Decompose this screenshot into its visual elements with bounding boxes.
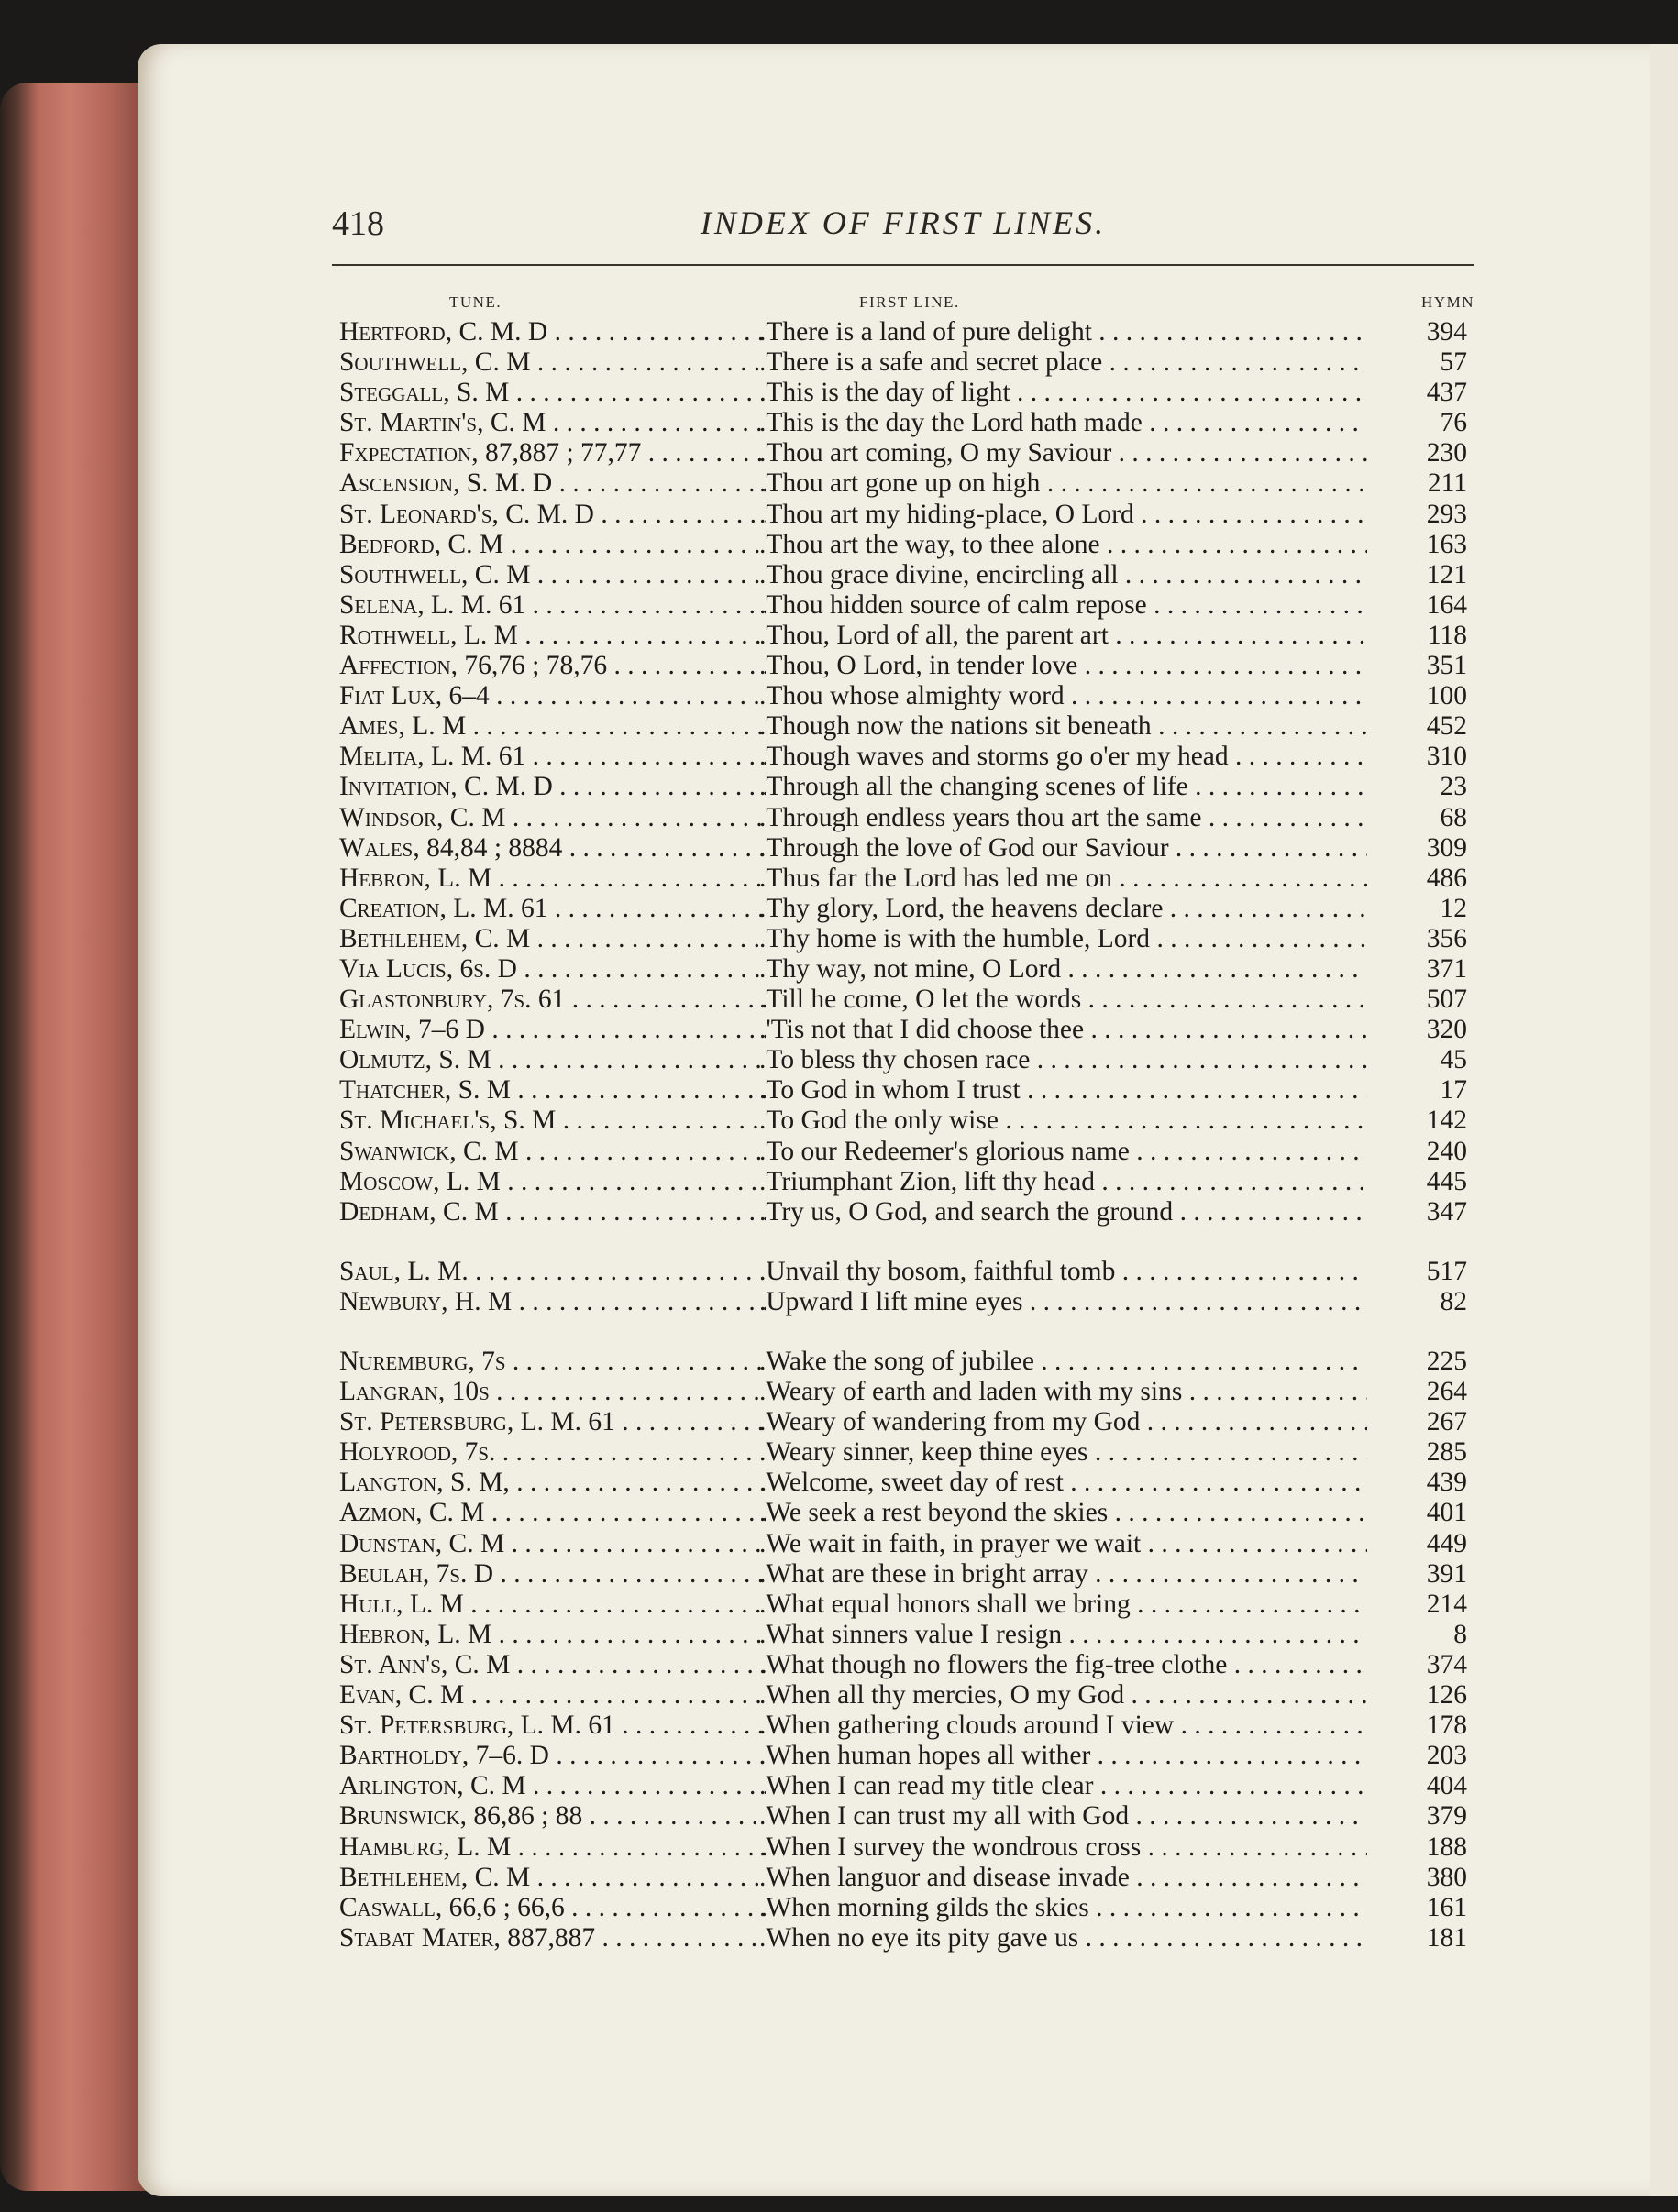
- first-line: . Thus far the Lord has led me on . . .: [759, 864, 1367, 894]
- hymn-number: 57: [1440, 347, 1467, 378]
- index-group: [332, 1257, 1474, 1317]
- index-row: [332, 1407, 1474, 1437]
- first-line: . What equal honors shall we bring . . .: [759, 1590, 1367, 1620]
- tune-name: Bethlehem, C. M . . .: [339, 924, 766, 954]
- tune-name: Langran, 10s . . .: [339, 1377, 766, 1407]
- hymn-number: 437: [1426, 378, 1467, 408]
- index-row: [332, 1377, 1474, 1407]
- tune-name: Dedham, C. M . . .: [339, 1197, 766, 1227]
- first-line: . Thou art my hiding-place, O Lord . . .: [759, 500, 1367, 530]
- first-line: . When I survey the wondrous cross . . .: [759, 1832, 1367, 1863]
- tune-name: Bartholdy, 7–6. D . . .: [339, 1741, 766, 1771]
- index-row: [332, 560, 1474, 590]
- tune-name: Via Lucis, 6s. D . . .: [339, 954, 766, 985]
- hymn-number: 445: [1426, 1166, 1467, 1196]
- tune-name: St. Ann's, C. M . . .: [339, 1650, 766, 1680]
- hymn-number: 82: [1440, 1286, 1467, 1316]
- index-row: [332, 408, 1474, 438]
- index-row: [332, 1468, 1474, 1498]
- tune-name: Creation, L. M. 61 . . .: [339, 894, 766, 924]
- tune-name: Hamburg, L. M . . .: [339, 1832, 766, 1863]
- index-row: [332, 742, 1474, 772]
- index-row: [332, 651, 1474, 681]
- index-row: [332, 1771, 1474, 1801]
- index-row: [332, 1075, 1474, 1106]
- index-row: [332, 1801, 1474, 1832]
- tune-name: Caswall, 66,6 ; 66,6 . . .: [339, 1893, 766, 1923]
- index-row: [332, 772, 1474, 802]
- index-group: [332, 1347, 1474, 1953]
- first-line: . Thy way, not mine, O Lord . . .: [759, 954, 1367, 985]
- hymn-number: 309: [1426, 832, 1467, 863]
- first-line: . Though now the nations sit beneath . . .: [759, 711, 1367, 742]
- index-row: [332, 894, 1474, 924]
- index-row: [332, 711, 1474, 742]
- index-row: [332, 985, 1474, 1015]
- index-row: [332, 1529, 1474, 1559]
- first-line: . When languor and disease invade . . .: [759, 1863, 1367, 1893]
- tune-name: Affection, 76,76 ; 78,76 . . .: [339, 651, 766, 681]
- tune-name: Bedford, C. M . . .: [339, 530, 766, 560]
- tune-name: Selena, L. M. 61 . . .: [339, 590, 766, 621]
- page-header: [332, 204, 1474, 259]
- tune-name: Olmutz, S. M . . .: [339, 1045, 766, 1075]
- index-row: [332, 438, 1474, 468]
- index-row: [332, 1680, 1474, 1711]
- hymn-number: 401: [1426, 1498, 1467, 1528]
- column-heading-hymn: HYMN: [1421, 293, 1474, 311]
- index-row: [332, 1650, 1474, 1680]
- hymn-number: 118: [1427, 620, 1467, 650]
- first-line: . When no eye its pity gave us . . .: [759, 1923, 1367, 1953]
- hymn-number: 178: [1426, 1711, 1467, 1741]
- hymn-number: 486: [1426, 863, 1467, 893]
- index-row: [332, 1197, 1474, 1227]
- hymn-number: 356: [1426, 923, 1467, 953]
- tune-name: Windsor, C. M . . .: [339, 803, 766, 833]
- first-line: . Thou whose almighty word . . .: [759, 681, 1367, 711]
- hymn-number: 404: [1426, 1771, 1467, 1801]
- tune-name: Invitation, C. M. D . . .: [339, 772, 766, 802]
- hymn-number: 100: [1426, 681, 1467, 711]
- first-line: . Thy home is with the humble, Lord . . .: [759, 924, 1367, 954]
- tune-name: Ascension, S. M. D . . .: [339, 468, 766, 499]
- index-row: [332, 1863, 1474, 1893]
- hymn-number: 188: [1426, 1832, 1467, 1862]
- hymn-number: 267: [1426, 1407, 1467, 1437]
- first-line: . 'Tis not that I did choose thee . . .: [759, 1015, 1367, 1045]
- tune-name: Saul, L. M. . . .: [339, 1257, 766, 1287]
- first-line: . When I can trust my all with God . . .: [759, 1801, 1367, 1832]
- first-line: . What are these in bright array . . .: [759, 1559, 1367, 1590]
- tune-name: Beulah, 7s. D . . .: [339, 1559, 766, 1590]
- first-line: . When I can read my title clear . . .: [759, 1771, 1367, 1801]
- hymn-number: 347: [1426, 1196, 1467, 1227]
- hymn-number: 320: [1426, 1015, 1467, 1045]
- first-line: . Thou grace divine, encircling all . . .: [759, 560, 1367, 590]
- hymn-number: 310: [1426, 742, 1467, 772]
- index-row: [332, 1832, 1474, 1863]
- tune-name: Newbury, H. M . . .: [339, 1287, 766, 1317]
- index-row: [332, 1923, 1474, 1953]
- first-line: . When human hopes all wither . . .: [759, 1741, 1367, 1771]
- first-line: . Thou hidden source of calm repose . . .: [759, 590, 1367, 621]
- first-line: . Wake the song of jubilee . . .: [759, 1347, 1367, 1377]
- tune-name: Stabat Mater, 887,887 . . .: [339, 1923, 766, 1953]
- index-row: [332, 1015, 1474, 1045]
- tune-name: St. Petersburg, L. M. 61 . . .: [339, 1711, 766, 1741]
- first-line: . There is a safe and secret place . . .: [759, 347, 1367, 378]
- first-line: . Though waves and storms go o'er my head . . .: [759, 742, 1367, 772]
- hymn-number: 439: [1426, 1468, 1467, 1498]
- first-line: . Through all the changing scenes of life . . .: [759, 772, 1367, 802]
- index-row: [332, 530, 1474, 560]
- index-row: [332, 468, 1474, 499]
- index-row: [332, 1437, 1474, 1468]
- first-line: . We seek a rest beyond the skies . . .: [759, 1498, 1367, 1528]
- first-line: . Try us, O God, and search the ground . . .: [759, 1197, 1367, 1227]
- tune-name: Arlington, C. M . . .: [339, 1771, 766, 1801]
- running-title: INDEX OF FIRST LINES.: [700, 204, 1107, 241]
- hymn-number: 121: [1426, 559, 1467, 589]
- hymn-number: 374: [1426, 1649, 1467, 1679]
- index-row: [332, 317, 1474, 347]
- hymn-number: 126: [1426, 1680, 1467, 1711]
- header-rule: [332, 264, 1474, 266]
- tune-name: Hertford, C. M. D . . .: [339, 317, 766, 347]
- tune-name: Bethlehem, C. M . . .: [339, 1863, 766, 1893]
- first-line: . This is the day the Lord hath made . . .: [759, 408, 1367, 438]
- index-row: [332, 1498, 1474, 1528]
- tune-name: Fxpectation, 87,887 ; 77,77 . . .: [339, 438, 766, 468]
- index-row: [332, 1711, 1474, 1741]
- hymn-number: 293: [1426, 499, 1467, 529]
- hymn-number: 142: [1426, 1106, 1467, 1136]
- hymn-number: 391: [1426, 1558, 1467, 1589]
- first-line: . When gathering clouds around I view . . .: [759, 1711, 1367, 1741]
- index-row: [332, 954, 1474, 985]
- index-row: [332, 1893, 1474, 1923]
- first-line: . Thou art coming, O my Saviour . . .: [759, 438, 1367, 468]
- hymn-number: 164: [1426, 589, 1467, 620]
- tune-name: St. Martin's, C. M . . .: [339, 408, 766, 438]
- index-row: [332, 924, 1474, 954]
- index-row: [332, 500, 1474, 530]
- first-line: . To God in whom I trust . . .: [759, 1075, 1367, 1106]
- first-line: . Thou, O Lord, in tender love . . .: [759, 651, 1367, 681]
- hymn-number: 351: [1426, 651, 1467, 681]
- tune-name: Holyrood, 7s. . . .: [339, 1437, 766, 1468]
- hymn-number: 203: [1426, 1741, 1467, 1771]
- tune-name: Langton, S. M, . . .: [339, 1468, 766, 1498]
- first-line: . Thou art the way, to thee alone . . .: [759, 530, 1367, 560]
- first-line: . To our Redeemer's glorious name . . .: [759, 1137, 1367, 1167]
- index-row: [332, 1347, 1474, 1377]
- first-line: . What though no flowers the fig-tree clothe . . .: [759, 1650, 1367, 1680]
- hymn-number: 8: [1453, 1619, 1467, 1649]
- first-line: . Thou, Lord of all, the parent art . . .: [759, 621, 1367, 651]
- hymn-number: 449: [1426, 1528, 1467, 1558]
- index-row: [332, 590, 1474, 621]
- first-line: . Thou art gone up on high . . .: [759, 468, 1367, 499]
- hymn-number: 240: [1426, 1136, 1467, 1166]
- tune-name: Glastonbury, 7s. 61 . . .: [339, 985, 766, 1015]
- first-line: . Weary sinner, keep thine eyes . . .: [759, 1437, 1367, 1468]
- tune-name: Hebron, L. M . . .: [339, 864, 766, 894]
- index-row: [332, 1167, 1474, 1197]
- first-line: . What sinners value I resign . . .: [759, 1620, 1367, 1650]
- tune-name: St. Leonard's, C. M. D . . .: [339, 500, 766, 530]
- tune-name: Dunstan, C. M . . .: [339, 1529, 766, 1559]
- column-heading-tune: TUNE.: [449, 293, 502, 311]
- hymn-number: 379: [1426, 1801, 1467, 1832]
- hymn-number: 23: [1440, 772, 1467, 802]
- index-row: [332, 681, 1474, 711]
- hymn-number: 380: [1426, 1862, 1467, 1892]
- hymn-number: 181: [1426, 1922, 1467, 1953]
- hymn-number: 12: [1440, 893, 1467, 923]
- facing-page-edge: [1650, 44, 1678, 2196]
- tune-name: Ames, L. M . . .: [339, 711, 766, 742]
- index-row: [332, 1620, 1474, 1650]
- tune-name: Swanwick, C. M . . .: [339, 1137, 766, 1167]
- first-line: . Unvail thy bosom, faithful tomb . . .: [759, 1257, 1367, 1287]
- tune-name: St. Petersburg, L. M. 61 . . .: [339, 1407, 766, 1437]
- index-row: [332, 378, 1474, 408]
- first-line: . Through endless years thou art the same . . .: [759, 803, 1367, 833]
- index-row: [332, 1287, 1474, 1317]
- index-row: [332, 1106, 1474, 1136]
- index-row: [332, 833, 1474, 864]
- tune-name: Elwin, 7–6 D . . .: [339, 1015, 766, 1045]
- hymn-number: 225: [1426, 1347, 1467, 1376]
- hymn-number: 76: [1440, 408, 1467, 438]
- hymn-number: 163: [1426, 529, 1467, 559]
- tune-name: Azmon, C. M . . .: [339, 1498, 766, 1528]
- first-line: . Till he come, O let the words . . .: [759, 985, 1367, 1015]
- hymn-number: 161: [1426, 1892, 1467, 1922]
- first-line: . To God the only wise . . .: [759, 1106, 1367, 1136]
- tune-name: Nuremburg, 7s . . .: [339, 1347, 766, 1377]
- index-row: [332, 1137, 1474, 1167]
- hymn-number: 452: [1426, 711, 1467, 742]
- tune-name: Steggall, S. M . . .: [339, 378, 766, 408]
- column-heading-first-line: FIRST LINE.: [859, 293, 960, 311]
- index-row: [332, 1559, 1474, 1590]
- index-row: [332, 347, 1474, 378]
- tune-name: Southwell, C. M . . .: [339, 560, 766, 590]
- page-number: 418: [332, 204, 384, 243]
- index-entries: [332, 317, 1474, 1953]
- first-line: . Weary of wandering from my God . . .: [759, 1407, 1367, 1437]
- index-row: [332, 864, 1474, 894]
- first-line: . We wait in faith, in prayer we wait . . .: [759, 1529, 1367, 1559]
- index-row: [332, 1590, 1474, 1620]
- tune-name: Hebron, L. M . . .: [339, 1620, 766, 1650]
- hymn-number: 394: [1426, 317, 1467, 347]
- hymn-number: 371: [1426, 953, 1467, 984]
- tune-name: Hull, L. M . . .: [339, 1590, 766, 1620]
- hymn-number: 230: [1426, 438, 1467, 468]
- hymn-number: 68: [1440, 802, 1467, 832]
- first-line: . Through the love of God our Saviour . . .: [759, 833, 1367, 864]
- tune-name: Wales, 84,84 ; 8884 . . .: [339, 833, 766, 864]
- column-headings: [332, 293, 1474, 315]
- first-line: . When morning gilds the skies . . .: [759, 1893, 1367, 1923]
- first-line: . Welcome, sweet day of rest . . .: [759, 1468, 1367, 1498]
- hymn-number: 264: [1426, 1377, 1467, 1407]
- first-line: . Upward I lift mine eyes . . .: [759, 1287, 1367, 1317]
- first-line: . To bless thy chosen race . . .: [759, 1045, 1367, 1075]
- hymn-number: 211: [1427, 468, 1467, 499]
- first-line: . There is a land of pure delight . . .: [759, 317, 1367, 347]
- hymn-number: 17: [1440, 1075, 1467, 1106]
- index-row: [332, 1741, 1474, 1771]
- first-line: . This is the day of light . . .: [759, 378, 1367, 408]
- first-line: . Weary of earth and laden with my sins . . .: [759, 1377, 1367, 1407]
- hymn-number: 507: [1426, 985, 1467, 1015]
- tune-name: Evan, C. M . . .: [339, 1680, 766, 1711]
- index-row: [332, 1257, 1474, 1287]
- index-row: [332, 803, 1474, 833]
- tune-name: Brunswick, 86,86 ; 88 . . .: [339, 1801, 766, 1832]
- hymn-number: 214: [1426, 1589, 1467, 1619]
- index-row: [332, 621, 1474, 651]
- tune-name: Melita, L. M. 61 . . .: [339, 742, 766, 772]
- index-row: [332, 1045, 1474, 1075]
- first-line: . When all thy mercies, O my God . . .: [759, 1680, 1367, 1711]
- first-line: . Thy glory, Lord, the heavens declare . . .: [759, 894, 1367, 924]
- tune-name: Fiat Lux, 6–4 . . .: [339, 681, 766, 711]
- hymn-number: 45: [1440, 1045, 1467, 1075]
- hymn-number: 517: [1426, 1256, 1467, 1286]
- first-line: . Triumphant Zion, lift thy head . . .: [759, 1167, 1367, 1197]
- tune-name: Rothwell, L. M . . .: [339, 621, 766, 651]
- hymn-number: 285: [1426, 1437, 1467, 1468]
- tune-name: Southwell, C. M . . .: [339, 347, 766, 378]
- index-group: [332, 317, 1474, 1227]
- tune-name: Thatcher, S. M . . .: [339, 1075, 766, 1106]
- tune-name: Moscow, L. M . . .: [339, 1167, 766, 1197]
- tune-name: St. Michael's, S. M . . .: [339, 1106, 766, 1136]
